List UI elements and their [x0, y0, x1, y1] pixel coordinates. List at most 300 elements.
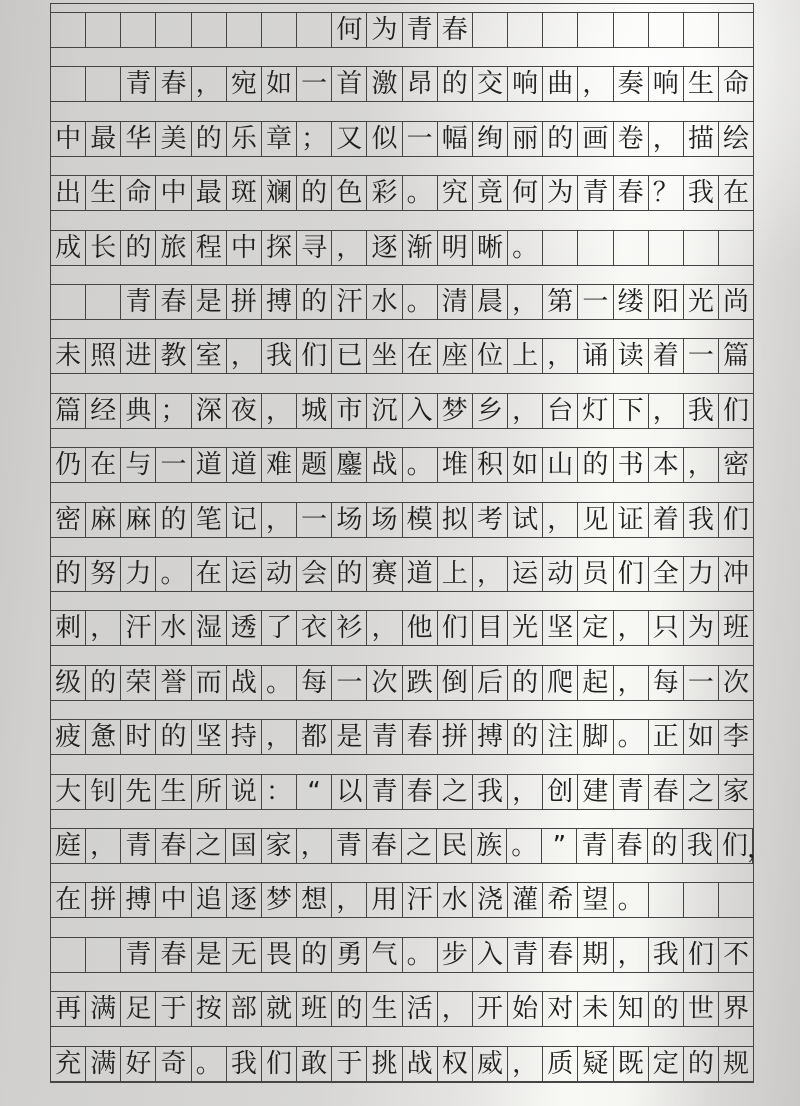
- character-cell: 逐: [227, 883, 262, 917]
- character-cell: 青: [367, 720, 402, 754]
- character-cell: ，: [297, 829, 332, 863]
- character-cell: 入: [403, 394, 438, 428]
- character-cell: 威: [473, 1047, 508, 1081]
- character-cell: 道: [227, 448, 262, 482]
- character-cell: 阳: [649, 285, 684, 319]
- character-cell: 正: [649, 720, 684, 754]
- character-cell: 乡: [473, 394, 508, 428]
- character-cell: 爬: [543, 666, 578, 700]
- text-row: [51, 774, 753, 810]
- character-cell: 之: [191, 829, 226, 863]
- character-cell: 坚: [543, 611, 578, 645]
- character-cell: 们: [438, 611, 473, 645]
- character-cell: 水: [156, 611, 191, 645]
- character-cell: 衣: [297, 611, 332, 645]
- character-cell: “: [297, 775, 332, 809]
- character-cell: 起: [578, 666, 613, 700]
- title-row: [51, 12, 753, 48]
- character-cell: 交: [473, 67, 508, 101]
- character-cell: 何: [508, 176, 543, 210]
- character-cell: 道: [192, 448, 227, 482]
- character-cell: 们: [723, 505, 750, 535]
- character-cell: 持: [227, 720, 262, 754]
- character-cell: 班: [297, 992, 332, 1026]
- character-cell: 命: [723, 69, 750, 99]
- text-row: [51, 1046, 753, 1082]
- text-row: [51, 937, 753, 973]
- character-cell: 奇: [156, 1047, 191, 1081]
- text-row: [51, 393, 753, 429]
- character-cell: ，: [649, 394, 684, 428]
- character-cell: 衫: [332, 611, 367, 645]
- character-cell: 民: [437, 829, 472, 863]
- character-cell: 一: [297, 67, 332, 101]
- overflow-punctuation: ，: [746, 834, 773, 864]
- character-cell: 中: [156, 176, 191, 210]
- character-cell: 开: [473, 992, 508, 1026]
- character-cell: 的: [684, 1047, 719, 1081]
- character-cell: 于: [156, 992, 191, 1026]
- character-cell: 春: [156, 829, 191, 863]
- character-cell: 脚: [578, 720, 613, 754]
- character-cell: 浇: [473, 883, 508, 917]
- character-cell: ，: [262, 503, 297, 537]
- character-cell: ：: [262, 775, 297, 809]
- character-cell: 灯: [578, 394, 613, 428]
- character-cell: 拼: [438, 720, 473, 754]
- character-cell: 的: [297, 938, 332, 972]
- character-cell: 笔: [192, 503, 227, 537]
- empty-cell: [719, 13, 753, 47]
- character-cell: 卷: [614, 122, 649, 156]
- character-cell: 青: [614, 775, 649, 809]
- character-cell: ，: [614, 938, 649, 972]
- character-cell: ，: [262, 394, 297, 428]
- character-cell: 的: [332, 557, 367, 591]
- character-cell: 质: [543, 1047, 578, 1081]
- character-cell: 的: [121, 231, 156, 265]
- empty-cell: [121, 13, 156, 47]
- character-cell: 首: [332, 67, 367, 101]
- character-cell: 家: [723, 777, 750, 807]
- character-cell: 。: [508, 231, 543, 265]
- empty-cell: [684, 13, 719, 47]
- character-cell: 钊: [86, 775, 121, 809]
- character-cell: ，: [508, 285, 543, 319]
- character-cell: 全: [649, 557, 684, 591]
- character-cell: 晰: [473, 231, 508, 265]
- empty-cell: [86, 285, 121, 319]
- character-cell: 灌: [508, 883, 543, 917]
- character-cell: 篇: [51, 394, 86, 428]
- character-cell: 我: [227, 1047, 262, 1081]
- character-cell: 挑: [367, 1047, 402, 1081]
- text-row: [51, 828, 773, 864]
- character-cell: 世: [684, 992, 719, 1026]
- character-cell: 记: [227, 503, 262, 537]
- character-cell: 战: [227, 666, 262, 700]
- character-cell: ，: [192, 67, 227, 101]
- empty-cell: [192, 13, 227, 47]
- empty-cell: [473, 13, 508, 47]
- character-cell: 注: [543, 720, 578, 754]
- character-cell: 。: [262, 666, 297, 700]
- character-cell: 部: [227, 992, 262, 1026]
- character-cell: 所: [192, 775, 227, 809]
- character-cell: 。: [507, 829, 542, 863]
- character-cell: 一: [297, 503, 332, 537]
- character-cell: 好: [121, 1047, 156, 1081]
- empty-cell: [719, 883, 753, 917]
- character-cell: 中: [227, 231, 262, 265]
- text-row: [51, 556, 753, 592]
- character-cell: 上: [508, 339, 543, 373]
- character-cell: 寻: [297, 231, 332, 265]
- character-cell: 跌: [403, 666, 438, 700]
- text-row: [51, 719, 753, 755]
- character-cell: 的: [508, 666, 543, 700]
- character-cell: 水: [367, 285, 402, 319]
- character-cell: 夜: [227, 394, 262, 428]
- character-cell: 一: [578, 285, 613, 319]
- character-cell: 画: [578, 122, 613, 156]
- character-cell: 梦: [262, 883, 297, 917]
- character-cell: ；: [297, 122, 332, 156]
- character-cell: 坚: [192, 720, 227, 754]
- text-row: [51, 230, 753, 266]
- character-cell: 一: [332, 666, 367, 700]
- character-cell: 知: [614, 992, 649, 1026]
- character-cell: 书: [614, 448, 649, 482]
- character-cell: 湿: [192, 611, 227, 645]
- character-cell: 充: [51, 1047, 86, 1081]
- grid-frame: [50, 3, 773, 1083]
- character-cell: 都: [297, 720, 332, 754]
- character-cell: 幅: [438, 122, 473, 156]
- character-cell: 为: [684, 611, 719, 645]
- character-cell: 希: [543, 883, 578, 917]
- character-cell: 级: [51, 666, 86, 700]
- character-cell: 鏖: [332, 448, 367, 482]
- character-cell: 只: [649, 611, 684, 645]
- character-cell: 是: [192, 285, 227, 319]
- character-cell: 次: [723, 668, 750, 698]
- character-cell: 清: [438, 285, 473, 319]
- character-cell: 最: [192, 176, 227, 210]
- empty-cell: [578, 231, 613, 265]
- character-cell: 汗: [403, 883, 438, 917]
- character-cell: ，: [508, 1047, 543, 1081]
- character-cell: 座: [438, 339, 473, 373]
- character-cell: 乐: [227, 122, 262, 156]
- character-cell: 城: [297, 394, 332, 428]
- character-cell: ，: [684, 448, 719, 482]
- character-cell: 为: [543, 176, 578, 210]
- character-cell: ，: [543, 339, 578, 373]
- character-cell: 场: [367, 503, 402, 537]
- character-cell: 美: [156, 122, 191, 156]
- character-cell: 密: [51, 503, 86, 537]
- character-cell: 是: [332, 720, 367, 754]
- character-cell: 。: [403, 285, 438, 319]
- character-cell: 后: [473, 666, 508, 700]
- empty-cell: [543, 231, 578, 265]
- character-cell: 水: [438, 883, 473, 917]
- empty-cell: [156, 13, 191, 47]
- character-cell: 成: [51, 231, 86, 265]
- character-cell: 命: [121, 176, 156, 210]
- character-cell: 动: [543, 557, 578, 591]
- character-cell: 搏: [473, 720, 508, 754]
- character-cell: 我: [684, 176, 719, 210]
- character-cell: 晨: [473, 285, 508, 319]
- character-cell: 深: [192, 394, 227, 428]
- text-row: [51, 502, 753, 538]
- character-cell: 惫: [86, 720, 121, 754]
- character-cell: 每: [649, 666, 684, 700]
- character-cell: 曲: [543, 67, 578, 101]
- character-cell: 的: [297, 285, 332, 319]
- empty-cell: [227, 13, 262, 47]
- character-cell: 规: [723, 1049, 750, 1079]
- character-cell: ，: [614, 611, 649, 645]
- empty-cell: [684, 883, 719, 917]
- character-cell: ，: [86, 611, 121, 645]
- character-cell: 本: [649, 448, 684, 482]
- character-cell: 力: [121, 557, 156, 591]
- empty-cell: [297, 13, 332, 47]
- character-cell: 沉: [367, 394, 402, 428]
- empty-cell: [51, 13, 86, 47]
- character-cell: 一: [403, 122, 438, 156]
- character-cell: 一: [156, 448, 191, 482]
- character-cell: 。: [192, 1047, 227, 1081]
- character-cell: 庭: [51, 829, 86, 863]
- character-cell: 积: [473, 448, 508, 482]
- character-cell: 彩: [367, 176, 402, 210]
- character-cell: 未: [578, 992, 613, 1026]
- character-cell: ；: [156, 394, 191, 428]
- character-cell: 家: [262, 829, 297, 863]
- character-cell: 探: [262, 231, 297, 265]
- character-cell: ，: [543, 503, 578, 537]
- character-cell: 之: [684, 775, 719, 809]
- character-cell: 我: [683, 829, 718, 863]
- character-cell: 透: [227, 611, 262, 645]
- empty-cell: [649, 231, 684, 265]
- character-cell: 。: [614, 883, 649, 917]
- character-cell: 一: [684, 339, 719, 373]
- character-cell: ，: [438, 992, 473, 1026]
- character-cell: 一: [684, 666, 719, 700]
- character-cell: 。: [403, 448, 438, 482]
- character-cell: 难: [262, 448, 297, 482]
- character-cell: 的: [543, 122, 578, 156]
- character-cell: 每: [297, 666, 332, 700]
- text-row: [51, 175, 753, 211]
- character-cell: 刺: [51, 611, 86, 645]
- character-cell: 畏: [262, 938, 297, 972]
- character-cell: 生: [367, 992, 402, 1026]
- character-cell: ，: [332, 883, 367, 917]
- character-cell: 试: [508, 503, 543, 537]
- character-cell: 青: [508, 938, 543, 972]
- character-cell: 诵: [578, 339, 613, 373]
- character-cell: 满: [86, 1047, 121, 1081]
- character-cell: 战: [403, 1047, 438, 1081]
- character-cell: ，: [332, 231, 367, 265]
- character-cell: 斓: [262, 176, 297, 210]
- character-cell: 努: [86, 557, 121, 591]
- character-cell: 未: [51, 339, 86, 373]
- character-cell: 无: [227, 938, 262, 972]
- character-cell: 拟: [438, 503, 473, 537]
- character-cell: 春: [438, 13, 473, 47]
- character-cell: 似: [367, 122, 402, 156]
- empty-cell: [262, 13, 297, 47]
- character-cell: 汗: [332, 285, 367, 319]
- character-cell: 就: [262, 992, 297, 1026]
- character-cell: 进: [121, 339, 156, 373]
- empty-cell: [508, 13, 543, 47]
- character-cell: 如: [684, 720, 719, 754]
- text-row: [51, 447, 753, 483]
- character-cell: 步: [438, 938, 473, 972]
- character-cell: 活: [403, 992, 438, 1026]
- character-cell: ，: [614, 666, 649, 700]
- character-cell: 在: [723, 178, 750, 208]
- text-row: [51, 665, 753, 701]
- character-cell: 我: [649, 938, 684, 972]
- character-cell: 望: [578, 883, 613, 917]
- character-cell: 春: [613, 829, 648, 863]
- character-cell: 始: [508, 992, 543, 1026]
- character-cell: 如: [508, 448, 543, 482]
- character-cell: 力: [684, 557, 719, 591]
- character-cell: 拼: [227, 285, 262, 319]
- character-cell: 按: [192, 992, 227, 1026]
- character-cell: 誉: [156, 666, 191, 700]
- empty-cell: [86, 67, 121, 101]
- character-cell: 春: [649, 775, 684, 809]
- character-cell: 位: [473, 339, 508, 373]
- character-cell: 春: [543, 938, 578, 972]
- character-cell: 界: [723, 994, 750, 1024]
- character-cell: 青: [121, 829, 156, 863]
- character-cell: 光: [684, 285, 719, 319]
- text-row: [51, 121, 753, 157]
- character-cell: 我: [262, 339, 297, 373]
- character-cell: 的: [86, 666, 121, 700]
- character-cell: 的: [156, 503, 191, 537]
- character-cell: ？: [649, 176, 684, 210]
- character-cell: 麻: [121, 503, 156, 537]
- character-cell: 市: [332, 394, 367, 428]
- character-cell: 春: [156, 938, 191, 972]
- empty-cell: [649, 13, 684, 47]
- character-cell: 下: [614, 394, 649, 428]
- empty-cell: [51, 938, 86, 972]
- text-row: [51, 610, 753, 646]
- empty-cell: [684, 231, 719, 265]
- character-cell: 究: [438, 176, 473, 210]
- character-cell: 们: [614, 557, 649, 591]
- character-cell: 激: [367, 67, 402, 101]
- character-cell: 又: [332, 122, 367, 156]
- character-cell: 上: [438, 557, 473, 591]
- empty-cell: [578, 13, 613, 47]
- character-cell: 战: [367, 448, 402, 482]
- character-cell: 不: [723, 940, 750, 970]
- character-cell: 用: [367, 883, 402, 917]
- character-cell: 山: [543, 448, 578, 482]
- character-cell: 已: [332, 339, 367, 373]
- character-cell: ，: [473, 557, 508, 591]
- character-cell: 何: [332, 13, 367, 47]
- text-row: [51, 882, 753, 918]
- character-cell: 们: [297, 339, 332, 373]
- character-cell: ，: [367, 611, 402, 645]
- character-cell: 他: [403, 611, 438, 645]
- character-cell: 说: [227, 775, 262, 809]
- character-cell: 的: [508, 720, 543, 754]
- character-cell: 既: [614, 1047, 649, 1081]
- character-cell: 中: [51, 122, 86, 156]
- character-cell: 经: [86, 394, 121, 428]
- character-cell: 色: [332, 176, 367, 210]
- character-cell: 的: [578, 448, 613, 482]
- character-cell: ，: [649, 122, 684, 156]
- character-cell: ，: [86, 829, 121, 863]
- character-cell: 足: [121, 992, 156, 1026]
- character-cell: 的: [649, 992, 684, 1026]
- character-cell: 我: [684, 394, 719, 428]
- character-cell: 春: [403, 775, 438, 809]
- character-cell: 员: [578, 557, 613, 591]
- character-cell: 的: [156, 720, 191, 754]
- character-cell: 密: [723, 450, 750, 480]
- character-cell: 目: [473, 611, 508, 645]
- character-cell: 响: [649, 67, 684, 101]
- empty-cell: [719, 231, 753, 265]
- character-cell: 。: [403, 176, 438, 210]
- character-cell: 光: [508, 611, 543, 645]
- character-cell: 我: [684, 503, 719, 537]
- character-cell: 是: [192, 938, 227, 972]
- text-row: [51, 338, 753, 374]
- character-cell: 最: [86, 122, 121, 156]
- character-cell: 宛: [227, 67, 262, 101]
- character-cell: 在: [86, 448, 121, 482]
- character-cell: 次: [367, 666, 402, 700]
- character-cell: 定: [649, 1047, 684, 1081]
- character-cell: 青: [403, 13, 438, 47]
- character-cell: 权: [438, 1047, 473, 1081]
- character-cell: 照: [86, 339, 121, 373]
- character-cell: 追: [192, 883, 227, 917]
- character-cell: 出: [51, 176, 86, 210]
- character-cell: 模: [403, 503, 438, 537]
- character-cell: 入: [473, 938, 508, 972]
- character-cell: 时: [121, 720, 156, 754]
- character-cell: 之: [402, 829, 437, 863]
- character-cell: 青: [367, 775, 402, 809]
- character-cell: 搏: [121, 883, 156, 917]
- character-cell: 绚: [473, 122, 508, 156]
- empty-cell: [649, 883, 684, 917]
- character-cell: 的: [192, 122, 227, 156]
- character-cell: 春: [614, 176, 649, 210]
